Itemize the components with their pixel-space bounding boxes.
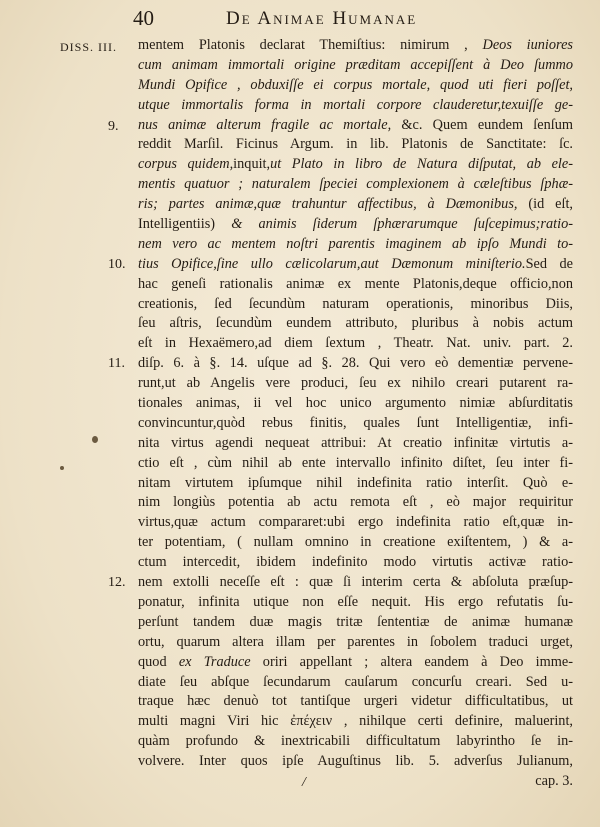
text-segment: nus animæ alterum fragile ac mortale, <box>138 116 392 133</box>
ink-blot <box>60 466 64 470</box>
text-segment: & animis ſiderum ſphærarumque ſuſcepimus;ratio- <box>231 216 573 233</box>
text-line <box>138 673 573 693</box>
section-number: 9. <box>108 119 119 134</box>
text-segment: perſunt tandem duæ magis tritæ ſententiæ de animæ humanæ <box>138 613 573 630</box>
text-segment: Mundi Opifice , obduxiſſe ei corpus mortale, quod uti fieri poſſet, <box>138 76 573 93</box>
text-segment: ponatur, infinita utique non eſſe nequit. His ergo refutatis ſu- <box>138 593 573 610</box>
text-segment: inquit, <box>233 156 271 173</box>
text-line <box>138 314 573 334</box>
text-line <box>138 513 573 533</box>
text-segment: nim longiùs potentia ab actu remota eſt , eò major requiritur <box>138 494 573 511</box>
text-segment: quod <box>138 653 179 670</box>
text-segment: ex Traduce <box>178 653 251 670</box>
text-line <box>138 215 573 235</box>
text-line <box>138 36 573 56</box>
text-line <box>138 454 573 474</box>
section-number: 11. <box>108 356 125 371</box>
text-line <box>138 434 573 454</box>
section-number: 12. <box>108 575 126 590</box>
text-segment: volvere. Inter quos ipſe Auguſtinus lib. 5. adverſus Julianum, <box>138 753 573 770</box>
text-segment: utque immortalis forma in mortali corpore clauderetur,texuiſſe ge- <box>138 96 573 113</box>
text-segment: traque hæc denuò tot tantiſque urgeri videtur difficultatibus, ut <box>138 693 573 710</box>
text-segment: &c. Quem eundem ſenſum <box>391 116 573 133</box>
text-segment: creationis, ſed ſecundùm naturam operationis, minoribus Diis, <box>138 295 573 312</box>
text-segment: Deos iuniores <box>482 37 573 53</box>
text-segment: nita virtus agendi nequeat attribui: At creatio infinitæ virtutis a- <box>138 434 573 451</box>
text-line <box>138 493 573 513</box>
text-segment: ctum intercedit, ibidem indefinito modo virtutis activæ ratio- <box>138 554 573 571</box>
margin-label: DISS. III. <box>60 40 117 54</box>
text-segment: hac geneſi rationalis animæ ex mente Platonis,deque officio,non <box>138 275 573 292</box>
text-line <box>138 593 573 613</box>
text-line <box>138 374 573 394</box>
text-line <box>138 175 573 195</box>
text-line <box>138 354 573 374</box>
text-line <box>138 573 573 593</box>
text-segment: (id eſt, <box>517 196 573 213</box>
text-segment: Sed de <box>525 255 573 272</box>
text-segment: mentem Platonis declarat Themiſtius: nimirum , <box>138 37 483 53</box>
text-segment: convincuntur,quòd rebus finitis, quales ſunt Intelligentiæ, infi- <box>138 414 573 431</box>
text-segment: ſeu aſtris, ſecundùm eundem attributo, pluribus à nobis actum <box>138 315 573 332</box>
text-segment: nem extolli neceſſe eſt : quæ ſi interim certa & abſoluta præſup- <box>138 574 573 591</box>
text-line <box>138 255 573 275</box>
text-segment: quàm profundo & inextricabili difficultatum labyrintho ſe in- <box>138 733 573 750</box>
text-line <box>138 732 573 752</box>
text-line <box>138 533 573 553</box>
text-segment: ut Plato in libro de Natura diſputat, ab ele- <box>270 156 573 173</box>
text-segment: nem vero ac mentem noſtri parentis imaginem ab ipſo Mundi to- <box>138 235 573 252</box>
text-segment: reddit Marſil. Ficinus Argum. in lib. Platonis de Sanctitate: ſc. <box>138 136 573 153</box>
text-line <box>138 414 573 434</box>
text-segment: Intelligentiis) <box>138 216 232 233</box>
text-line <box>138 553 573 573</box>
text-line <box>138 633 573 653</box>
text-segment: diate ſeu abſque ſecundarum cauſarum concurſu creari. Sed u- <box>138 673 573 690</box>
text-segment: ris; partes animæ,quæ trahuntur affectibus, à Dæmonibus, <box>138 196 518 213</box>
text-segment: eſt in Hexaëmero,ad diem ſextum , Theatr. Nat. univ. part. 2. <box>138 335 573 352</box>
text-line <box>138 195 573 215</box>
text-line <box>138 653 573 673</box>
text-line <box>138 295 573 315</box>
text-segment: runt,ut ab Angelis vere produci, ſeu ex nihilo creari putarent ra- <box>138 375 573 392</box>
text-line <box>138 76 573 96</box>
running-head: De Animae Humanae <box>226 8 418 29</box>
text-segment: multi magni Viri hic ἐπέχειν , nihilque certi definire, maluerint, <box>138 713 573 730</box>
text-line <box>138 334 573 354</box>
text-line <box>138 712 573 732</box>
text-segment: corpus quidem, <box>138 156 234 173</box>
text-segment: nitam virtutem ipſumque nihil indefinita ratio interſit. Quò e- <box>138 474 573 491</box>
text-segment: tionales animas, ii vel hoc unico argumento nimiæ abſurditatis <box>138 395 573 412</box>
ink-blot <box>92 436 98 443</box>
text-segment: cum animam immortali origine præditam accepiſſent à Deo ſummo <box>138 56 573 73</box>
text-line <box>138 275 573 295</box>
text-line <box>138 56 573 76</box>
text-line <box>138 772 573 792</box>
text-line <box>138 116 573 136</box>
section-number: 10. <box>108 257 126 272</box>
text-line <box>138 135 573 155</box>
text-line <box>138 155 573 175</box>
text-segment: diſp. 6. à §. 14. uſque ad §. 28. Qui vero eò dementiæ pervene- <box>138 355 573 372</box>
text-line <box>138 613 573 633</box>
text-segment: cap. 3. <box>535 772 573 789</box>
text-segment: ortu, quarum altera illam per parentes in ſobolem traduci urget, <box>138 633 573 650</box>
text-segment: ter potentiam, ( nullam omnino in creatione exiſtentem, ) & a- <box>138 534 573 551</box>
text-segment: oriri appellant ; altera eandem à Deo imme- <box>250 653 573 670</box>
folio-number: 40 <box>133 6 154 30</box>
text-line <box>138 96 573 116</box>
text-line <box>138 394 573 414</box>
signature-mark: / <box>302 775 306 790</box>
text-line <box>138 474 573 494</box>
text-line <box>138 235 573 255</box>
text-segment: tius Opifice,ſine ullo cælicolarum,aut Dæmonum miniſterio. <box>138 255 526 272</box>
text-segment: virtus,quæ actum compararet:ubi ergo indefinita ratio eſt,quæ in- <box>138 514 573 531</box>
text-segment: ctio eſt , cùm nihil ab ente intervallo infinito diſtet, ſeu inter fi- <box>138 454 573 471</box>
body-text <box>138 36 573 792</box>
text-line <box>138 752 573 772</box>
text-segment: mentis quatuor ; naturalem ſpeciei complexionem à cæleſtibus ſphæ- <box>138 176 573 193</box>
text-line <box>138 692 573 712</box>
